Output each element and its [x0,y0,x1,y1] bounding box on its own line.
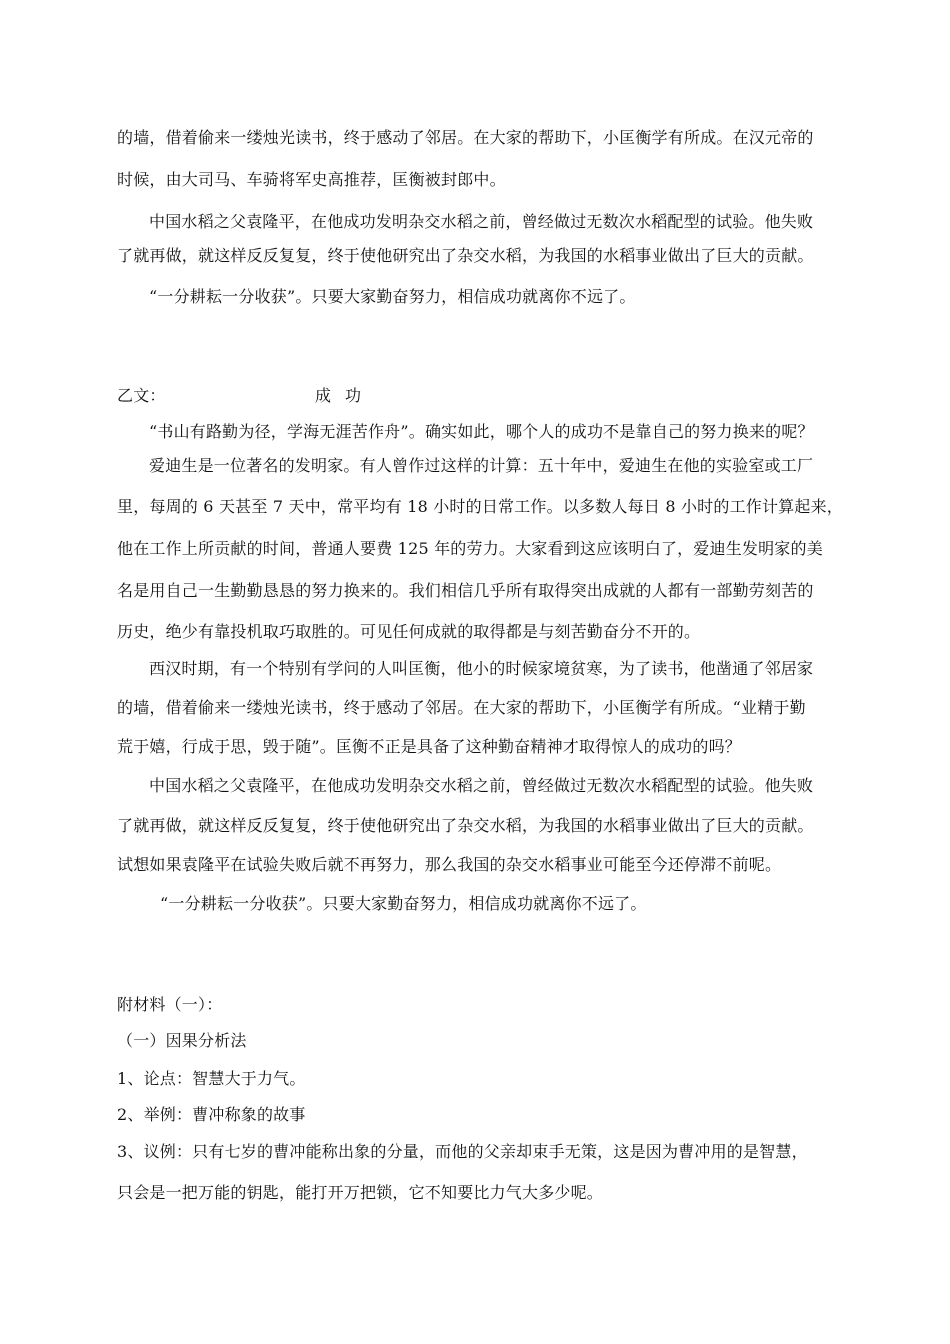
paragraph-line: 试想如果袁隆平在试验失败后就不再努力，那么我国的杂交水稻事业可能至今还停滞不前呢。 [117,855,782,874]
paragraph-line: 了就再做，就这样反反复复，终于使他研究出了杂交水稻，为我国的水稻事业做出了巨大的贡献。 [117,246,814,265]
paragraph-line: 时候，由大司马、车骑将军史高推荐，匡衡被封郎中。 [117,170,506,189]
paragraph-line: 荒于嬉，行成于思，毁于随”。匡衡不正是具备了这种勤奋精神才取得惊人的成功的吗？ [117,737,741,756]
appendix-line: （一）因果分析法 [117,1031,247,1050]
paragraph-line: “一分耕耘一分收获”。只要大家勤奋努力，相信成功就离你不远了。 [149,287,636,306]
appendix-line: 3、议例：只有七岁的曹冲能称出象的分量，而他的父亲却束手无策，这是因为曹冲用的是智慧， [117,1142,808,1161]
paragraph-line: 了就再做，就这样反反复复，终于使他研究出了杂交水稻，为我国的水稻事业做出了巨大的贡献。 [117,816,814,835]
essay-title: 成功 [315,386,376,405]
appendix-line: 2、举例：曹冲称象的故事 [117,1105,306,1124]
paragraph-line: 历史，绝少有靠投机取巧取胜的。可见任何成就的取得都是与刻苦勤奋分不开的。 [117,622,701,641]
paragraph-line: 里，每周的 6 天甚至 7 天中，常平均有 18 小时的日常工作。以多数人每日 8 小时的工作计算起来， [117,497,843,516]
paragraph-line: 中国水稻之父袁隆平，在他成功发明杂交水稻之前，曾经做过无数次水稻配型的试验。他失败 [149,776,814,795]
appendix-line: 只会是一把万能的钥匙，能打开万把锁，它不知要比力气大多少呢。 [117,1183,604,1202]
paragraph-line: 名是用自己一生勤勤恳恳的努力换来的。我们相信几乎所有取得突出成就的人都有一部勤劳刻苦的 [117,581,814,600]
section-label: 乙文： [117,386,166,405]
appendix-line: 1、论点：智慧大于力气。 [117,1069,306,1088]
paragraph-line: “一分耕耘一分收获”。只要大家勤奋努力，相信成功就离你不远了。 [160,894,647,913]
paragraph-line: 中国水稻之父袁隆平，在他成功发明杂交水稻之前，曾经做过无数次水稻配型的试验。他失败 [149,212,814,231]
paragraph-line: “书山有路勤为径，学海无涯苦作舟”。确实如此，哪个人的成功不是靠自己的努力换来的呢？ [149,422,814,441]
paragraph-line: 爱迪生是一位著名的发明家。有人曾作过这样的计算：五十年中，爱迪生在他的实验室或工厂 [149,456,814,475]
paragraph-line: 西汉时期，有一个特别有学问的人叫匡衡，他小的时候家境贫寒，为了读书，他凿通了邻居家 [149,659,814,678]
paragraph-line: 的墙，借着偷来一缕烛光读书，终于感动了邻居。在大家的帮助下，小匡衡学有所成。“业精于勤 [117,698,806,717]
appendix-title: 附材料（一）： [117,995,223,1014]
paragraph-line: 的墙，借着偷来一缕烛光读书，终于感动了邻居。在大家的帮助下，小匡衡学有所成。在汉元帝的 [117,128,814,147]
paragraph-line: 他在工作上所贡献的时间，普通人要费 125 年的劳力。大家看到这应该明白了，爱迪生发明家的美 [117,539,823,558]
